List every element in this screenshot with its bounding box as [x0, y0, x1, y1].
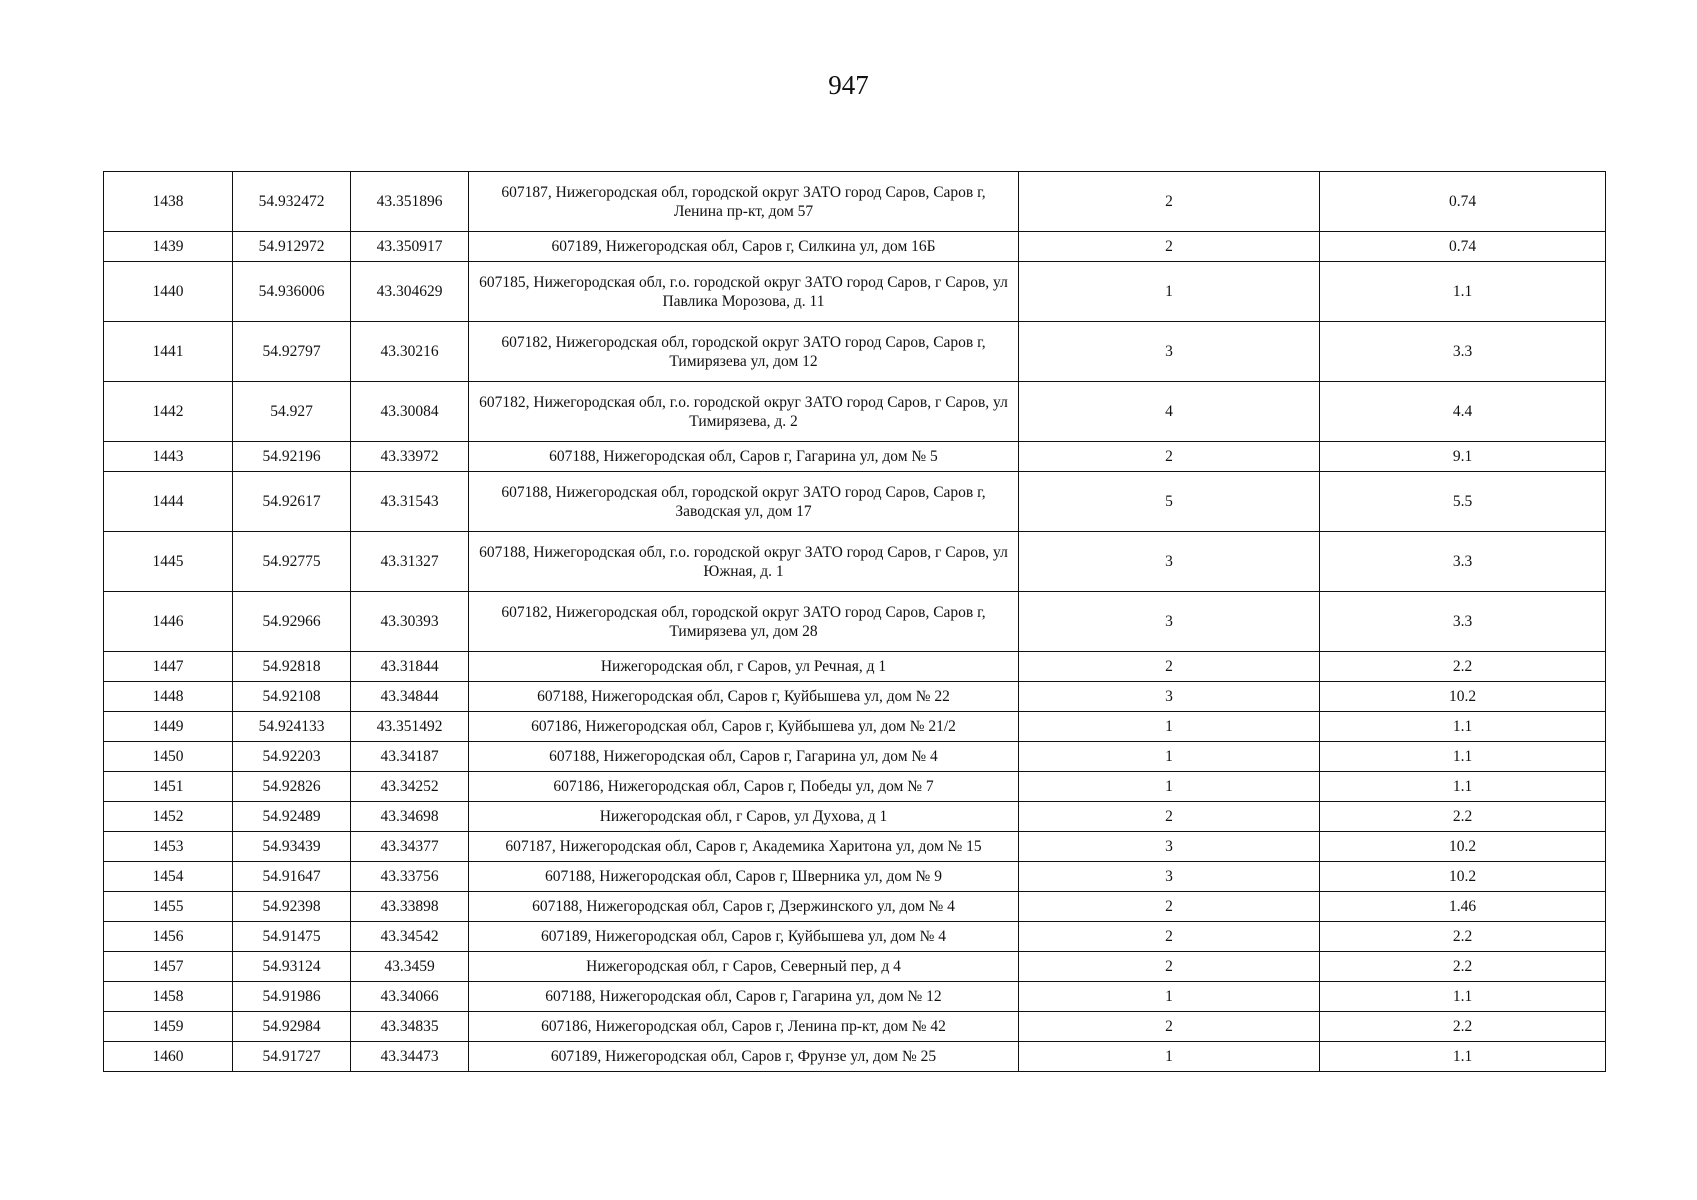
address-cell: 607188, Нижегородская обл, Саров г, Гагарина ул, дом № 5 — [469, 442, 1019, 472]
container-count-cell: 3 — [1019, 322, 1320, 382]
row-number-cell: 1458 — [104, 982, 233, 1012]
table-row — [104, 652, 1606, 682]
address-cell: 607182, Нижегородская обл, г.о. городской округ ЗАТО город Саров, г Саров, ул Тимирязева, д. 2 — [469, 382, 1019, 442]
table-row — [104, 712, 1606, 742]
longitude-cell: 43.33972 — [351, 442, 469, 472]
volume-cell: 1.1 — [1320, 1042, 1606, 1072]
volume-cell: 2.2 — [1320, 652, 1606, 682]
volume-cell: 2.2 — [1320, 802, 1606, 832]
latitude-cell: 54.91647 — [233, 862, 351, 892]
volume-cell: 1.1 — [1320, 772, 1606, 802]
latitude-cell: 54.924133 — [233, 712, 351, 742]
address-cell: 607182, Нижегородская обл, городской округ ЗАТО город Саров, Саров г, Тимирязева ул, дом 28 — [469, 592, 1019, 652]
container-count-cell: 1 — [1019, 1042, 1320, 1072]
address-cell: 607188, Нижегородская обл, Саров г, Дзержинского ул, дом № 4 — [469, 892, 1019, 922]
address-cell: 607188, Нижегородская обл, Саров г, Куйбышева ул, дом № 22 — [469, 682, 1019, 712]
volume-cell: 2.2 — [1320, 922, 1606, 952]
row-number-cell: 1443 — [104, 442, 233, 472]
row-number-cell: 1452 — [104, 802, 233, 832]
longitude-cell: 43.30216 — [351, 322, 469, 382]
container-count-cell: 3 — [1019, 532, 1320, 592]
longitude-cell: 43.304629 — [351, 262, 469, 322]
volume-cell: 10.2 — [1320, 832, 1606, 862]
address-cell: 607188, Нижегородская обл, городской округ ЗАТО город Саров, Саров г, Заводская ул, дом 17 — [469, 472, 1019, 532]
container-count-cell: 2 — [1019, 232, 1320, 262]
longitude-cell: 43.31844 — [351, 652, 469, 682]
volume-cell: 2.2 — [1320, 952, 1606, 982]
table-row — [104, 262, 1606, 322]
table-row — [104, 1042, 1606, 1072]
volume-cell: 10.2 — [1320, 682, 1606, 712]
volume-cell: 1.1 — [1320, 982, 1606, 1012]
latitude-cell: 54.91727 — [233, 1042, 351, 1072]
container-count-cell: 2 — [1019, 442, 1320, 472]
volume-cell: 3.3 — [1320, 532, 1606, 592]
volume-cell: 0.74 — [1320, 232, 1606, 262]
longitude-cell: 43.31543 — [351, 472, 469, 532]
latitude-cell: 54.92826 — [233, 772, 351, 802]
table-row — [104, 442, 1606, 472]
latitude-cell: 54.927 — [233, 382, 351, 442]
latitude-cell: 54.912972 — [233, 232, 351, 262]
table-row — [104, 772, 1606, 802]
volume-cell: 9.1 — [1320, 442, 1606, 472]
volume-cell: 3.3 — [1320, 592, 1606, 652]
latitude-cell: 54.91986 — [233, 982, 351, 1012]
latitude-cell: 54.92196 — [233, 442, 351, 472]
table-row — [104, 232, 1606, 262]
address-cell: 607186, Нижегородская обл, Саров г, Победы ул, дом № 7 — [469, 772, 1019, 802]
address-cell: Нижегородская обл, г Саров, Северный пер, д 4 — [469, 952, 1019, 982]
address-cell: 607187, Нижегородская обл, Саров г, Академика Харитона ул, дом № 15 — [469, 832, 1019, 862]
address-cell: 607189, Нижегородская обл, Саров г, Силкина ул, дом 16Б — [469, 232, 1019, 262]
volume-cell: 1.1 — [1320, 742, 1606, 772]
table-row — [104, 742, 1606, 772]
address-cell: Нижегородская обл, г Саров, ул Духова, д 1 — [469, 802, 1019, 832]
latitude-cell: 54.92818 — [233, 652, 351, 682]
container-count-cell: 2 — [1019, 172, 1320, 232]
longitude-cell: 43.34066 — [351, 982, 469, 1012]
container-count-cell: 1 — [1019, 982, 1320, 1012]
address-cell: 607185, Нижегородская обл, г.о. городской округ ЗАТО город Саров, г Саров, ул Павлика Морозова, д. 11 — [469, 262, 1019, 322]
table-row — [104, 802, 1606, 832]
table-row — [104, 682, 1606, 712]
table-row — [104, 472, 1606, 532]
table-row — [104, 1012, 1606, 1042]
container-count-cell: 3 — [1019, 832, 1320, 862]
latitude-cell: 54.92797 — [233, 322, 351, 382]
longitude-cell: 43.33898 — [351, 892, 469, 922]
row-number-cell: 1438 — [104, 172, 233, 232]
container-count-cell: 2 — [1019, 952, 1320, 982]
latitude-cell: 54.92203 — [233, 742, 351, 772]
table-row — [104, 382, 1606, 442]
volume-cell: 1.1 — [1320, 262, 1606, 322]
volume-cell: 4.4 — [1320, 382, 1606, 442]
container-sites-table — [103, 171, 1606, 1072]
row-number-cell: 1440 — [104, 262, 233, 322]
table-row — [104, 952, 1606, 982]
row-number-cell: 1453 — [104, 832, 233, 862]
row-number-cell: 1448 — [104, 682, 233, 712]
container-count-cell: 1 — [1019, 742, 1320, 772]
latitude-cell: 54.936006 — [233, 262, 351, 322]
container-count-cell: 2 — [1019, 652, 1320, 682]
container-count-cell: 2 — [1019, 892, 1320, 922]
table-row — [104, 592, 1606, 652]
table-row — [104, 832, 1606, 862]
latitude-cell: 54.91475 — [233, 922, 351, 952]
latitude-cell: 54.92966 — [233, 592, 351, 652]
row-number-cell: 1447 — [104, 652, 233, 682]
row-number-cell: 1459 — [104, 1012, 233, 1042]
table-row — [104, 982, 1606, 1012]
address-cell: 607188, Нижегородская обл, Саров г, Гагарина ул, дом № 12 — [469, 982, 1019, 1012]
longitude-cell: 43.31327 — [351, 532, 469, 592]
volume-cell: 1.1 — [1320, 712, 1606, 742]
latitude-cell: 54.93439 — [233, 832, 351, 862]
address-cell: Нижегородская обл, г Саров, ул Речная, д 1 — [469, 652, 1019, 682]
row-number-cell: 1450 — [104, 742, 233, 772]
table-row — [104, 172, 1606, 232]
volume-cell: 1.46 — [1320, 892, 1606, 922]
longitude-cell: 43.34835 — [351, 1012, 469, 1042]
longitude-cell: 43.3459 — [351, 952, 469, 982]
address-cell: 607188, Нижегородская обл, Саров г, Шверника ул, дом № 9 — [469, 862, 1019, 892]
longitude-cell: 43.34698 — [351, 802, 469, 832]
longitude-cell: 43.34377 — [351, 832, 469, 862]
row-number-cell: 1445 — [104, 532, 233, 592]
longitude-cell: 43.34473 — [351, 1042, 469, 1072]
container-count-cell: 3 — [1019, 592, 1320, 652]
volume-cell: 2.2 — [1320, 1012, 1606, 1042]
latitude-cell: 54.92617 — [233, 472, 351, 532]
address-cell: 607182, Нижегородская обл, городской округ ЗАТО город Саров, Саров г, Тимирязева ул, дом 12 — [469, 322, 1019, 382]
row-number-cell: 1455 — [104, 892, 233, 922]
row-number-cell: 1442 — [104, 382, 233, 442]
longitude-cell: 43.350917 — [351, 232, 469, 262]
page-number: 947 — [828, 70, 869, 100]
longitude-cell: 43.34542 — [351, 922, 469, 952]
volume-cell: 0.74 — [1320, 172, 1606, 232]
longitude-cell: 43.34187 — [351, 742, 469, 772]
row-number-cell: 1449 — [104, 712, 233, 742]
container-count-cell: 3 — [1019, 862, 1320, 892]
row-number-cell: 1439 — [104, 232, 233, 262]
volume-cell: 5.5 — [1320, 472, 1606, 532]
longitude-cell: 43.34844 — [351, 682, 469, 712]
address-cell: 607186, Нижегородская обл, Саров г, Куйбышева ул, дом № 21/2 — [469, 712, 1019, 742]
table-row — [104, 532, 1606, 592]
address-cell: 607188, Нижегородская обл, г.о. городской округ ЗАТО город Саров, г Саров, ул Южная, д. 1 — [469, 532, 1019, 592]
table-row — [104, 892, 1606, 922]
row-number-cell: 1446 — [104, 592, 233, 652]
longitude-cell: 43.30084 — [351, 382, 469, 442]
container-count-cell: 5 — [1019, 472, 1320, 532]
address-cell: 607187, Нижегородская обл, городской округ ЗАТО город Саров, Саров г, Ленина пр-кт, дом 57 — [469, 172, 1019, 232]
latitude-cell: 54.932472 — [233, 172, 351, 232]
container-count-cell: 1 — [1019, 772, 1320, 802]
container-count-cell: 2 — [1019, 1012, 1320, 1042]
latitude-cell: 54.93124 — [233, 952, 351, 982]
table-row — [104, 322, 1606, 382]
container-count-cell: 2 — [1019, 922, 1320, 952]
volume-cell: 10.2 — [1320, 862, 1606, 892]
volume-cell: 3.3 — [1320, 322, 1606, 382]
table-row — [104, 862, 1606, 892]
container-count-cell: 2 — [1019, 802, 1320, 832]
address-cell: 607188, Нижегородская обл, Саров г, Гагарина ул, дом № 4 — [469, 742, 1019, 772]
container-count-cell: 4 — [1019, 382, 1320, 442]
longitude-cell: 43.33756 — [351, 862, 469, 892]
latitude-cell: 54.92108 — [233, 682, 351, 712]
address-cell: 607189, Нижегородская обл, Саров г, Куйбышева ул, дом № 4 — [469, 922, 1019, 952]
latitude-cell: 54.92489 — [233, 802, 351, 832]
address-cell: 607186, Нижегородская обл, Саров г, Ленина пр-кт, дом № 42 — [469, 1012, 1019, 1042]
row-number-cell: 1444 — [104, 472, 233, 532]
longitude-cell: 43.351492 — [351, 712, 469, 742]
row-number-cell: 1441 — [104, 322, 233, 382]
longitude-cell: 43.30393 — [351, 592, 469, 652]
row-number-cell: 1451 — [104, 772, 233, 802]
row-number-cell: 1457 — [104, 952, 233, 982]
container-count-cell: 1 — [1019, 712, 1320, 742]
table-row — [104, 922, 1606, 952]
latitude-cell: 54.92984 — [233, 1012, 351, 1042]
container-count-cell: 3 — [1019, 682, 1320, 712]
longitude-cell: 43.351896 — [351, 172, 469, 232]
latitude-cell: 54.92398 — [233, 892, 351, 922]
latitude-cell: 54.92775 — [233, 532, 351, 592]
row-number-cell: 1460 — [104, 1042, 233, 1072]
address-cell: 607189, Нижегородская обл, Саров г, Фрунзе ул, дом № 25 — [469, 1042, 1019, 1072]
longitude-cell: 43.34252 — [351, 772, 469, 802]
row-number-cell: 1454 — [104, 862, 233, 892]
container-count-cell: 1 — [1019, 262, 1320, 322]
table-body — [104, 172, 1606, 1072]
row-number-cell: 1456 — [104, 922, 233, 952]
